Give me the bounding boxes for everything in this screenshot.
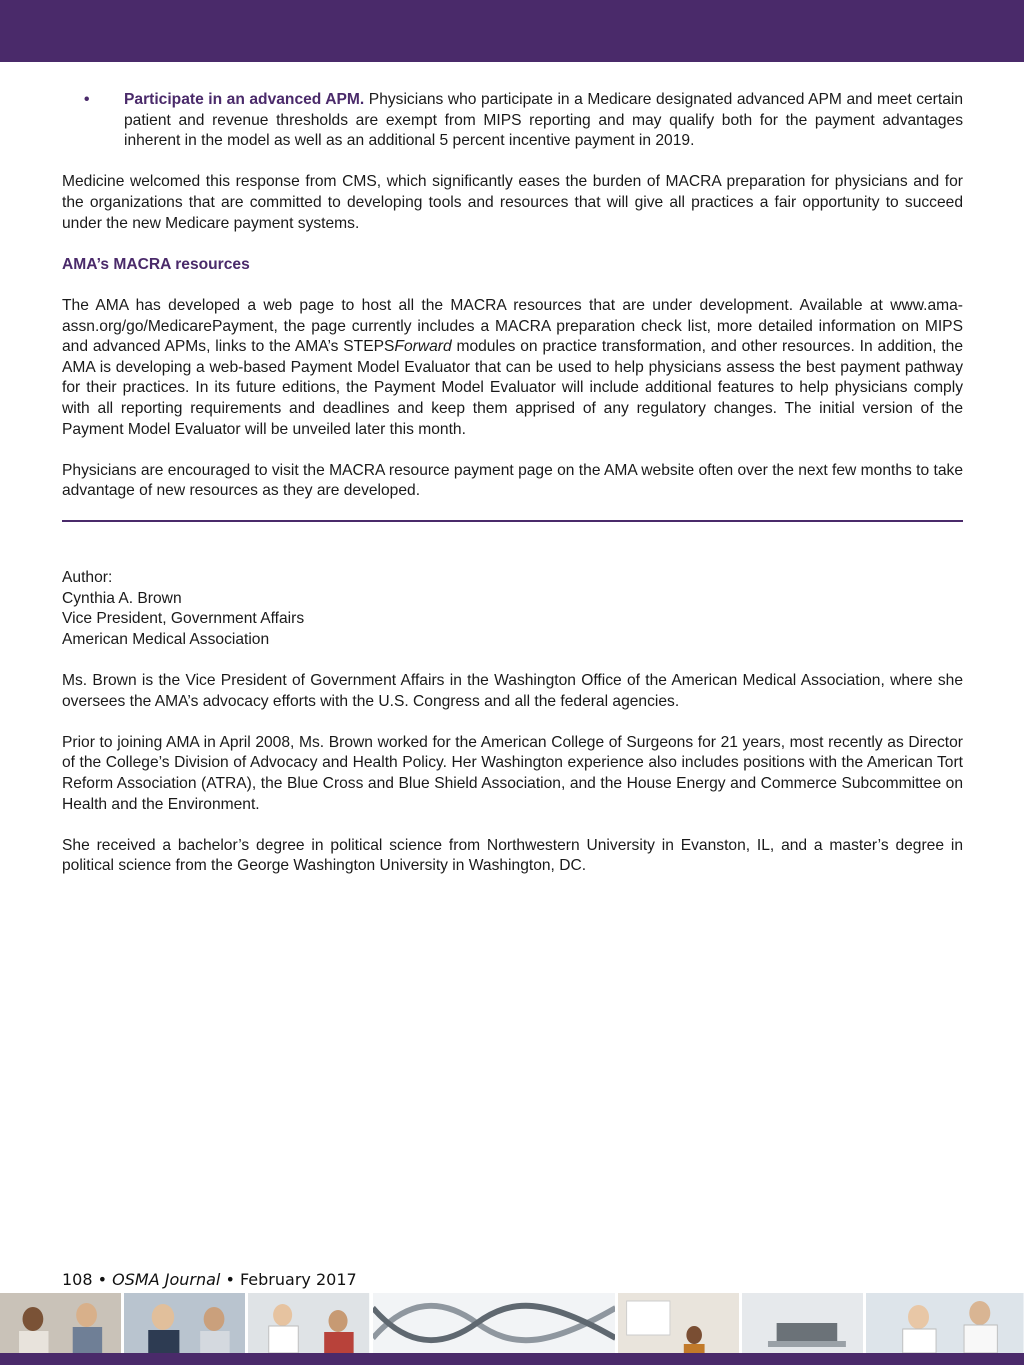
person-photo-icon [618,1293,739,1353]
issue-date: February 2017 [239,1270,357,1289]
article-body [62,90,963,522]
paragraph-ama-resources-part1: The AMA has developed a web page to host all the MACRA resources that are under development. Available at www.ama-assn.org/go/MedicarePayment, the page currently includes a MACRA preparation check list, more detailed information on MIPS and advanced APMs, links to the AMA’s STEPS [62,296,963,356]
page-number: 108 [62,1270,93,1289]
bio-paragraph: She received a bachelor’s degree in political science from Northwestern University in Evanston, IL, and a master’s degree in political science from the George Washington University in Washington, DC. [62,836,963,875]
bio-paragraph: Ms. Brown is the Vice President of Government Affairs in the Washington Office of the American Medical Association, where she oversees the AMA’s advocacy efforts with the U.S. Congress and all the federal agencies. [62,671,963,710]
author-label: Author: [62,569,113,586]
dna-photo-icon [373,1293,615,1353]
page-footer [62,1270,357,1289]
author-title: Vice President, Government Affairs [62,610,305,628]
author-name: Cynthia A. Brown [62,589,182,607]
laptop-photo-icon [742,1293,863,1353]
doctors-photo-icon [866,1293,1024,1353]
photo-strip [0,1293,1024,1353]
header-bar [0,0,1024,62]
doctor-photo-icon [248,1293,369,1353]
bio-paragraph: Prior to joining AMA in April 2008, Ms. Brown worked for the American College of Surgeons for 21 years, most recently as Director of the College’s Division of Advocacy and Health Policy. Her Washington experience also includes positions with the American Tort Reform Association (ATRA), the Blue Cross and Blue Shield Association, and the House Energy and Commerce Subcommittee on Health and the Environment. [62,733,963,813]
people-photo-icon [124,1293,245,1353]
section-heading: AMA’s MACRA resources [62,255,250,273]
paragraph-ama-resources [62,296,963,440]
footer-bar [0,1353,1024,1365]
bullet-lead: Participate in an advanced APM. [124,91,365,108]
stepsforward-italic: Forward [394,338,452,356]
paragraph-cms-response: Medicine welcomed this response from CMS, which significantly eases the burden of MACRA preparation for physicians and for the organizations that are committed to developing tools and resources that will give all practices a fair opportunity to succeed under the new Medicare payment systems. [62,173,963,232]
bullet-icon: • [84,91,90,108]
section-divider [62,520,963,522]
paragraph-ama-resources-part2: modules on practice transformation, and other resources. In addition, the AMA is developing a web-based Payment Model Evaluator that can be used to help physicians assess the best payment pathway for their practices. In its future editions, the Payment Model Evaluator will include additional features to help physicians comply with all reporting requirements and deadlines and keep them apprised of any regulatory changes. The initial version of the Payment Model Evaluator will be unveiled later this month. [62,338,964,438]
bullet-item [62,90,963,152]
author-block [62,568,963,898]
footer-separator: • [92,1270,113,1289]
journal-name: OSMA Journal [112,1270,221,1289]
bullet-text [124,90,963,152]
people-photo-icon [0,1293,121,1353]
author-credit [62,568,963,650]
author-org: American Medical Association [62,630,270,648]
footer-separator: • [220,1270,240,1289]
bullet-body: Physicians who participate in a Medicare designated advanced APM and meet certain patient and revenue thresholds are exempt from MIPS reporting and may qualify both for the payment advantages inherent in the model as well as an additional 5 percent incentive payment in 2019. [124,91,964,150]
paragraph-encourage: Physicians are encouraged to visit the MACRA resource payment page on the AMA website often over the next few months to take advantage of new resources as they are developed. [62,461,963,500]
